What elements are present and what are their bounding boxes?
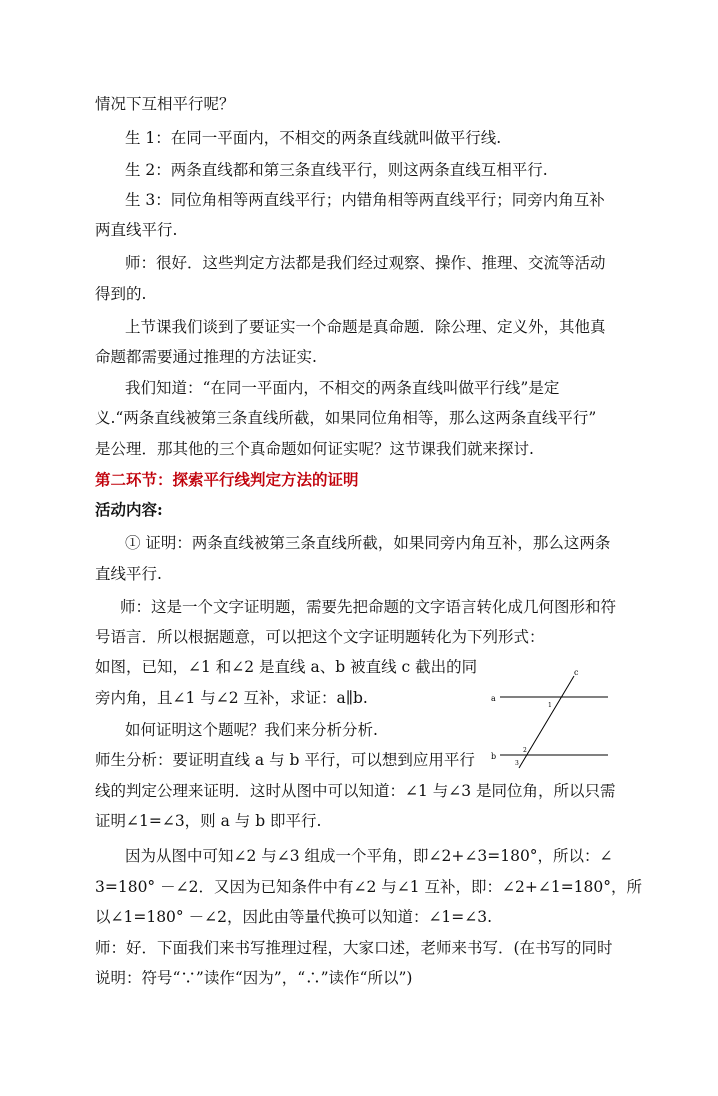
text-line: 生 1：在同一平面内，不相交的两条直线就叫做平行线. bbox=[125, 129, 502, 147]
text-line: 命题都需要通过推理的方法证实. bbox=[95, 348, 317, 366]
text-line: 旁内角，且∠1 与∠2 互补，求证：a∥b. bbox=[95, 689, 368, 707]
text-line: 情况下互相平行呢？ bbox=[95, 95, 235, 113]
label-a: a bbox=[491, 694, 496, 703]
text-line: 上节课我们谈到了要证实一个命题是真命题．除公理、定义外，其他真 bbox=[125, 318, 606, 336]
text-line: 以∠1=180° －∠2，因此由等量代换可以知道：∠1=∠3. bbox=[95, 908, 493, 926]
text-line: 3=180° －∠2．又因为已知条件中有∠2 与∠1 互补，即：∠2+∠1=180°，所 bbox=[95, 878, 643, 896]
activity-heading: 活动内容: bbox=[95, 500, 163, 519]
text-line: 两直线平行. bbox=[95, 221, 178, 239]
text-line: 得到的. bbox=[95, 285, 147, 303]
text-line: 师：很好．这些判定方法都是我们经过观察、操作、推理、交流等活动 bbox=[125, 254, 606, 272]
text-line: 师生分析：要证明直线 a 与 b 平行，可以想到应用平行 bbox=[95, 751, 475, 769]
text-line: 生 2：两条直线都和第三条直线平行，则这两条直线互相平行. bbox=[125, 161, 548, 179]
text-line: 线的判定公理来证明．这时从图中可以知道：∠1 与∠3 是同位角，所以只需 bbox=[95, 782, 616, 800]
text-line: 是公理．那其他的三个真命题如何证实呢？这节课我们就来探讨. bbox=[95, 440, 534, 458]
line-c bbox=[519, 676, 574, 768]
text-line: ① 证明：两条直线被第三条直线所截，如果同旁内角互补，那么这两条 bbox=[125, 534, 611, 552]
text-line: 直线平行. bbox=[95, 565, 162, 583]
label-b: b bbox=[491, 752, 497, 761]
text-line: 说明：符号“∵”读作“因为”，“∴”读作“所以”) bbox=[95, 969, 413, 987]
text-line: 证明∠1=∠3，则 a 与 b 即平行. bbox=[95, 812, 322, 830]
text-line: 如何证明这个题呢？我们来分析分析. bbox=[125, 721, 378, 739]
text-line: 师：这是一个文字证明题，需要先把命题的文字语言转化成几何图形和符 bbox=[120, 598, 617, 616]
section-heading: 第二环节：探索平行线判定方法的证明 bbox=[95, 470, 359, 489]
label-angle-1: 1 bbox=[548, 702, 552, 709]
label-c: c bbox=[574, 668, 579, 677]
text-line: 因为从图中可知∠2 与∠3 组成一个平角，即∠2+∠3=180°，所以：∠ bbox=[125, 847, 613, 865]
text-line: 如图，已知，∠1 和∠2 是直线 a、b 被直线 c 截出的同 bbox=[95, 658, 478, 676]
text-line: 师：好．下面我们来书写推理过程，大家口述，老师来书写．(在书写的同时 bbox=[95, 939, 613, 957]
label-angle-3: 3 bbox=[515, 760, 519, 767]
label-angle-2: 2 bbox=[523, 747, 527, 754]
text-line: 号语言．所以根据题意，可以把这个文字证明题转化为下列形式： bbox=[95, 628, 545, 646]
parallel-lines-figure bbox=[486, 664, 612, 770]
text-line: 义.“两条直线被第三条直线所截，如果同位角相等，那么这两条直线平行” bbox=[95, 409, 597, 427]
text-line: 我们知道：“在同一平面内，不相交的两条直线叫做平行线”是定 bbox=[125, 379, 560, 397]
text-line: 生 3：同位角相等两直线平行；内错角相等两直线平行；同旁内角互补 bbox=[125, 191, 605, 209]
